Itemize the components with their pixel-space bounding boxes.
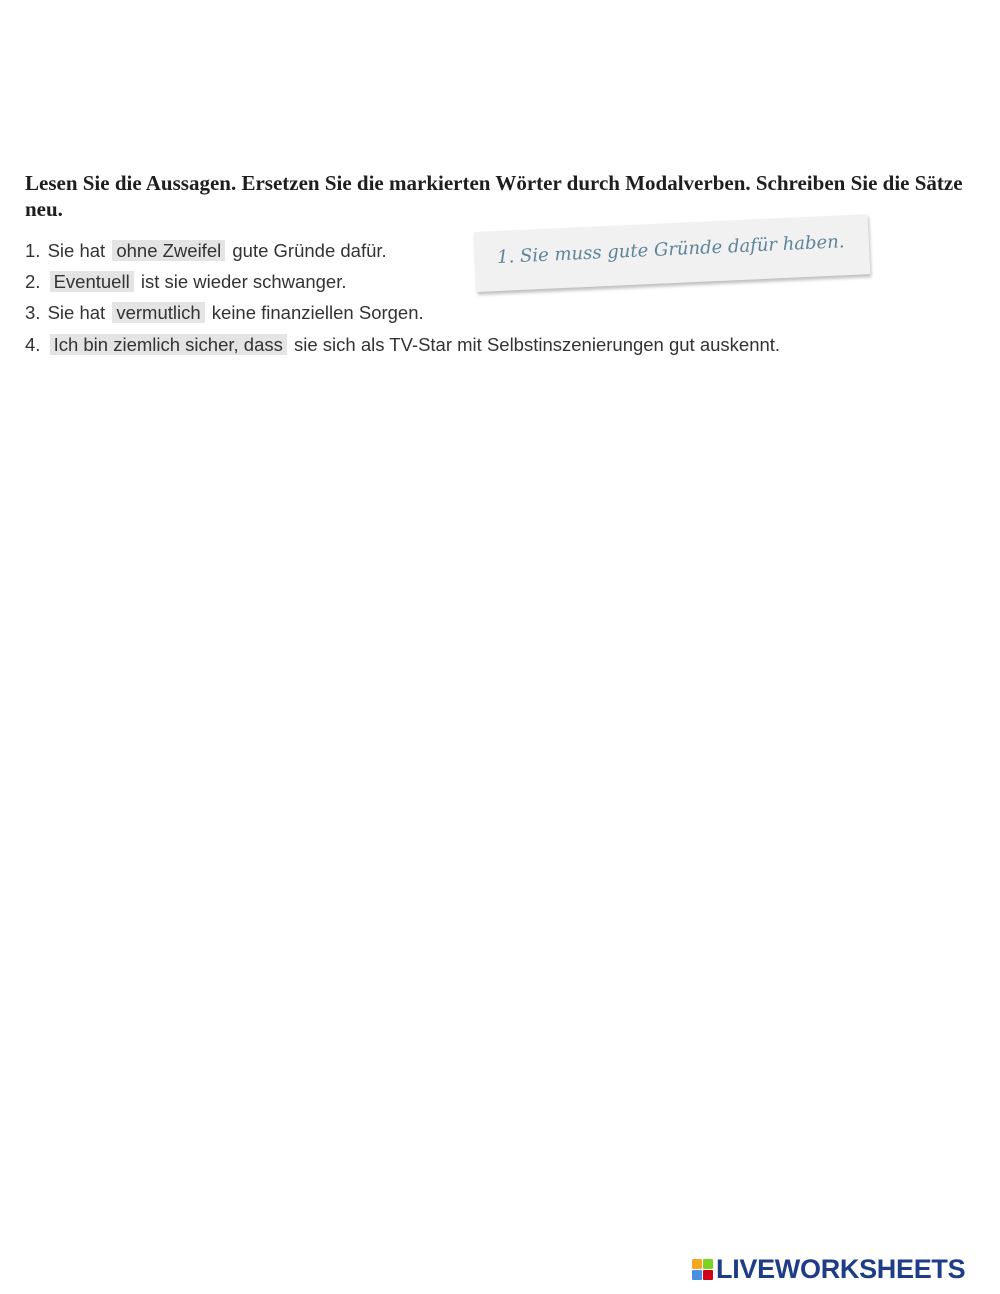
sentence-3 <box>25 301 424 325</box>
logo-square <box>692 1270 702 1280</box>
highlighted-phrase: Ich bin ziemlich sicher, dass <box>50 334 287 355</box>
sentence-4 <box>25 333 780 357</box>
sentence-text-before: Sie hat <box>47 240 106 261</box>
logo-grid-icon <box>692 1259 713 1280</box>
sentence-number: 3. <box>25 302 41 323</box>
sentence-2 <box>25 270 346 294</box>
sentence-number: 1. <box>25 240 41 261</box>
instruction-heading: Lesen Sie die Aussagen. Ersetzen Sie die markierten Wörter durch Modalverben. Schreiben Sie die Sätze neu. <box>25 171 963 221</box>
highlighted-phrase: vermutlich <box>112 302 204 323</box>
highlighted-phrase: Eventuell <box>50 271 134 292</box>
logo-square <box>703 1270 713 1280</box>
highlighted-phrase: ohne Zweifel <box>112 240 225 261</box>
liveworksheets-logo <box>692 1254 965 1284</box>
sentence-text-after: ist sie wieder schwanger. <box>140 271 347 292</box>
sentence-text-after: keine finanziellen Sorgen. <box>211 302 424 323</box>
sentence-number: 2. <box>25 271 41 292</box>
sentence-text-after: gute Gründe dafür. <box>232 240 387 261</box>
logo-square <box>692 1259 702 1269</box>
sentence-1 <box>25 239 387 263</box>
sentence-text-after: sie sich als TV-Star mit Selbstinszenierungen gut auskennt. <box>294 334 781 355</box>
sentence-text-before: Sie hat <box>47 302 106 323</box>
sentence-number: 4. <box>25 334 41 355</box>
example-answer-text: 1. Sie muss gute Gründe dafür haben. <box>496 231 845 268</box>
logo-text: LIVEWORKSHEETS <box>716 1254 966 1284</box>
logo-square <box>703 1259 713 1269</box>
example-answer-note <box>474 214 870 292</box>
